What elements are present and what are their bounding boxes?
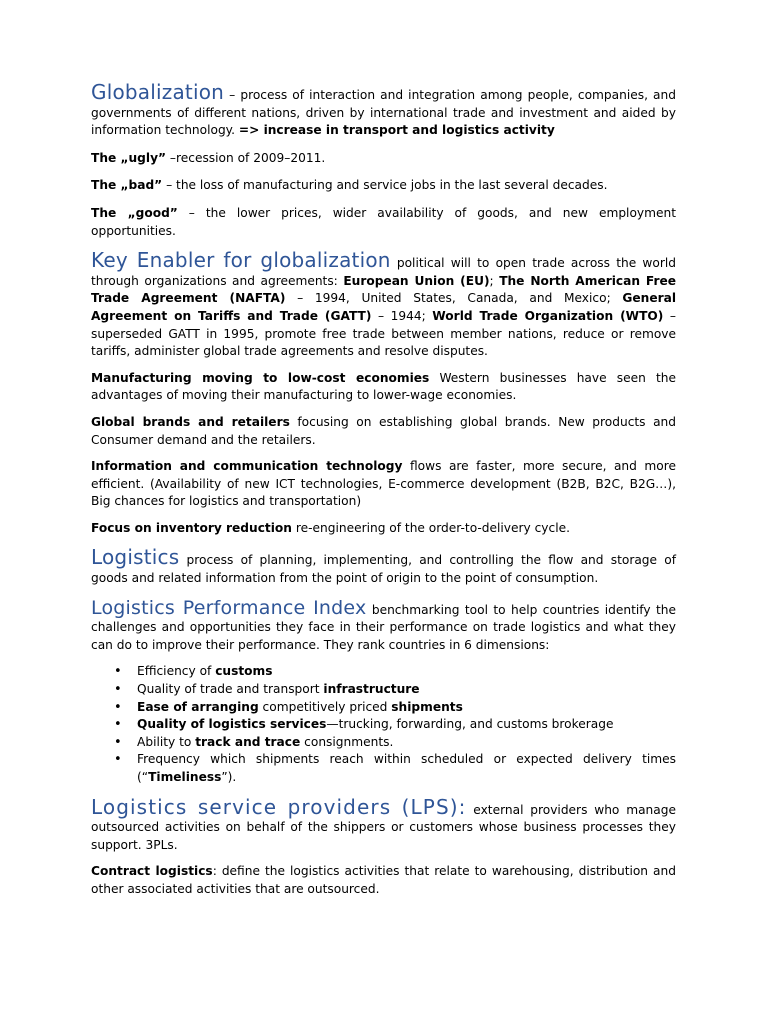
enabler-bold-nafta: The North American Free Trade Agreement (NAFTA) xyxy=(91,273,677,306)
good-label: The „good” xyxy=(91,205,178,220)
logistics-heading: Logistics xyxy=(91,545,180,570)
bad-label: The „bad” xyxy=(91,178,163,193)
globalization-text: – process of interaction and integration among people, companies, and governments of different nations, driven by international trade and investment and aided by information technology. xyxy=(91,88,676,138)
ugly-text: –recession of 2009–2011. xyxy=(166,150,326,165)
ict-paragraph xyxy=(91,458,676,511)
inventory-paragraph xyxy=(91,520,676,538)
bad-text: – the loss of manufacturing and service jobs in the last several decades. xyxy=(162,178,608,193)
list-item xyxy=(137,751,676,786)
ict-label: Information and communication technology xyxy=(91,459,403,474)
lps-text: external providers who manage outsourced activities on behalf of the shippers or customers whose business processes they support. 3PLs. xyxy=(91,802,676,852)
list-item-text: —trucking, forwarding, and customs brokerage xyxy=(326,717,614,732)
list-item-bold: track and trace xyxy=(195,734,301,749)
manufacturing-label: Manufacturing moving to low-cost economies xyxy=(91,370,430,385)
ugly-label: The „ugly” xyxy=(91,150,167,165)
list-item-bold: Ease of arranging xyxy=(137,699,259,714)
list-item xyxy=(137,663,676,681)
list-item-bold: customs xyxy=(215,664,273,679)
globalization-heading: Globalization xyxy=(91,80,225,104)
enabler-text-5: – superseded GATT in 1995, promote free trade between member nations, reduce or remove tariffs, administer global trade agreements and resolve disputes. xyxy=(91,308,676,359)
enabler-text-3: – 1994, United States, Canada, and Mexico; xyxy=(285,291,623,306)
list-item-text: ”). xyxy=(221,770,237,784)
enabler-heading: Key Enabler for globalization xyxy=(91,248,391,273)
enabler-text-4: – 1944; xyxy=(371,308,433,323)
list-item-text: Quality of trade and transport xyxy=(137,682,324,697)
list-item-bold: infrastructure xyxy=(323,682,420,697)
good-text: – the lower prices, wider availability of goods, and new employment opportunities. xyxy=(91,205,676,238)
brands-text: focusing on establishing global brands. New products and Consumer demand and the retailers. xyxy=(91,414,676,447)
list-item-text: consignments. xyxy=(300,734,394,749)
lps-paragraph xyxy=(91,794,676,855)
brands-paragraph xyxy=(91,414,676,449)
contract-paragraph xyxy=(91,863,676,898)
enabler-text-2: ; xyxy=(489,273,500,288)
bad-paragraph xyxy=(91,177,676,195)
enabler-paragraph xyxy=(91,248,677,361)
ict-text: flows are faster, more secure, and more efficient. (Availability of new ICT technologies, E-commerce development (B2B, B2C, B2G…), Big chances for logistics and transportation) xyxy=(91,459,676,509)
ugly-paragraph xyxy=(91,150,676,168)
good-paragraph xyxy=(91,205,676,240)
globalization-bold: => increase in transport and logistics activity xyxy=(238,123,555,138)
list-item-text: Ability to xyxy=(137,734,196,749)
enabler-bold-wto: World Trade Organization (WTO) xyxy=(432,308,664,323)
lpi-paragraph xyxy=(91,596,676,655)
inventory-label: Focus on inventory reduction xyxy=(91,520,292,535)
list-item-bold: Timeliness xyxy=(148,770,222,784)
list-item xyxy=(137,734,676,752)
list-item-text: Frequency which shipments reach within scheduled or expected delivery times (“ xyxy=(137,752,676,784)
globalization-paragraph xyxy=(91,80,676,140)
list-item xyxy=(137,716,676,734)
lpi-dimensions-list xyxy=(91,663,676,786)
manufacturing-text: Western businesses have seen the advantages of moving their manufacturing to lower-wage economies. xyxy=(91,370,676,403)
enabler-text-1: political will to open trade across the world through organizations and agreements: xyxy=(91,256,676,288)
list-item xyxy=(137,681,676,699)
manufacturing-paragraph xyxy=(91,370,676,405)
contract-text: : define the logistics activities that relate to warehousing, distribution and other associated activities that are outsourced. xyxy=(91,864,676,896)
enabler-bold-eu: European Union (EU) xyxy=(343,273,490,288)
lpi-heading: Logistics Performance Index xyxy=(91,596,367,619)
logistics-text: process of planning, implementing, and controlling the flow and storage of goods and related information from the point of origin to the point of consumption. xyxy=(91,553,676,586)
list-item-bold: Quality of logistics services xyxy=(137,717,327,732)
lpi-text: benchmarking tool to help countries identify the challenges and opportunities they face in their performance on trade logistics and what they can do to improve their performance. They rank countries in 6 dimensions: xyxy=(91,602,676,652)
list-item-text: competitively priced xyxy=(258,699,392,714)
brands-label: Global brands and retailers xyxy=(91,414,290,429)
enabler-bold-gatt: General Agreement on Tariffs and Trade (GATT) xyxy=(91,291,676,323)
list-item-bold: shipments xyxy=(391,699,463,714)
lps-heading: Logistics service providers (LPS): xyxy=(91,794,467,819)
list-item-text: Efficiency of xyxy=(137,664,216,679)
contract-label: Contract logistics xyxy=(91,864,213,879)
list-item xyxy=(137,699,676,717)
logistics-paragraph xyxy=(91,545,676,587)
inventory-text: re-engineering of the order-to-delivery cycle. xyxy=(292,520,570,535)
